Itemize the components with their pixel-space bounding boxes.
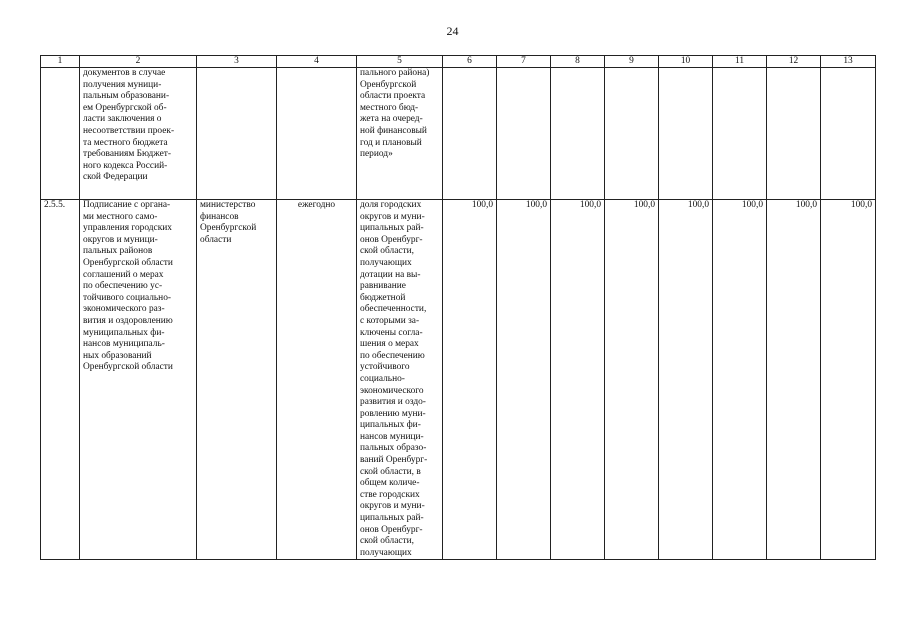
column-header: 7 <box>497 56 551 68</box>
cell-value: 100,0 <box>821 200 876 560</box>
cell-indicator-text: доля городских округов и муни- ципальных рай- онов Оренбург- ской области, получающих дотации на вы- равнивание бюджетной обеспеченности, с которыми за- ключены согла- шения о мерах по обеспечению устойчивого социально- экономического развития и оздо- ровлению муни- ципальных фи- нансов муници- пальных образо- ваний Оренбург- ской области, в общем количе- стве городских округов и муни- ципальных рай- онов Оренбург- ской области, получающих <box>357 200 443 560</box>
cell-value: 100,0 <box>551 200 605 560</box>
cell-measure-text: Подписание с органа- ми местного само- управления городских округов и муници- пальных районов Оренбургской области соглашений о мерах по обеспечению ус- тойчивого социально- экономического раз- вития и оздоровлению муниципальных фи- нансов муниципаль- ных образований Оренбургской области <box>80 200 197 560</box>
column-header: 8 <box>551 56 605 68</box>
cell-period <box>277 68 357 200</box>
cell-item-number: 2.5.5. <box>41 200 80 560</box>
cell-value: 100,0 <box>443 200 497 560</box>
column-header: 2 <box>80 56 197 68</box>
cell-value <box>551 68 605 200</box>
column-header: 10 <box>659 56 713 68</box>
column-header: 6 <box>443 56 497 68</box>
cell-responsible: министерство финансов Оренбургской области <box>197 200 277 560</box>
page-number: 24 <box>446 24 459 38</box>
column-header: 3 <box>197 56 277 68</box>
cell-value <box>659 68 713 200</box>
header-row <box>41 56 876 68</box>
cell-measure-text: документов в случае получения муници- пальным образовани- ем Оренбургской об- ласти заключения о несоответствии проек- та местного бюджета требованиям Бюджет- ного кодекса Россий- ской Федерации <box>80 68 197 200</box>
column-header: 9 <box>605 56 659 68</box>
measures-table <box>40 55 876 560</box>
column-header: 5 <box>357 56 443 68</box>
cell-value: 100,0 <box>605 200 659 560</box>
cell-value <box>713 68 767 200</box>
column-header: 4 <box>277 56 357 68</box>
table-row-continuation <box>41 68 876 200</box>
cell-indicator-text: пального района) Оренбургской области проекта местного бюд- жета на очеред- ной финансовый год и плановый период» <box>357 68 443 200</box>
cell-period: ежегодно <box>277 200 357 560</box>
cell-value: 100,0 <box>659 200 713 560</box>
cell-value: 100,0 <box>767 200 821 560</box>
column-header: 12 <box>767 56 821 68</box>
cell-value <box>767 68 821 200</box>
column-header: 11 <box>713 56 767 68</box>
cell-value <box>821 68 876 200</box>
table-row-2-5-5 <box>41 200 876 560</box>
cell-responsible <box>197 68 277 200</box>
cell-value <box>605 68 659 200</box>
column-header: 13 <box>821 56 876 68</box>
cell-value <box>497 68 551 200</box>
cell-value <box>443 68 497 200</box>
cell-value: 100,0 <box>713 200 767 560</box>
cell-item-number <box>41 68 80 200</box>
cell-value: 100,0 <box>497 200 551 560</box>
column-header: 1 <box>41 56 80 68</box>
